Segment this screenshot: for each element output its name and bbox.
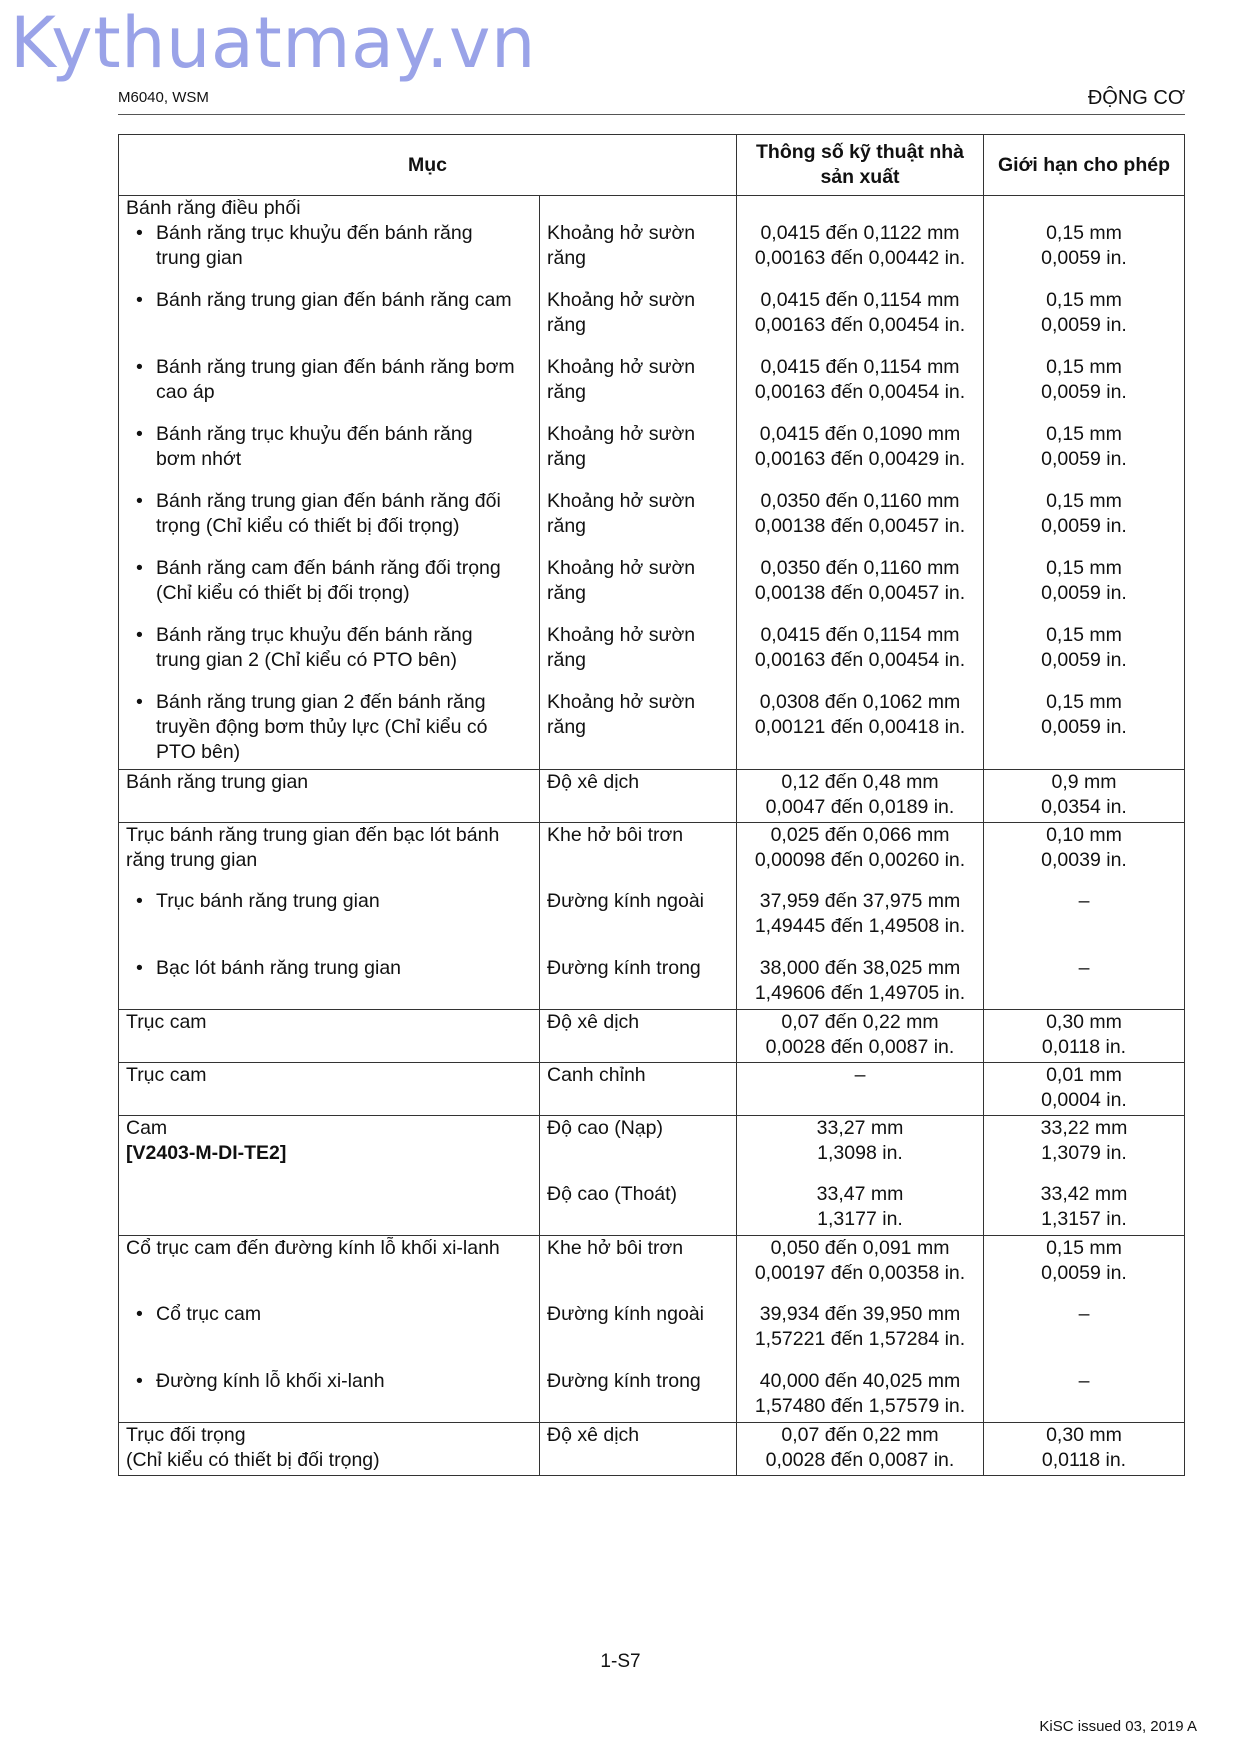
table-row: [119, 355, 1185, 422]
limit-value: 0,15 mm: [1046, 423, 1122, 445]
item-text: Bánh răng cam đến bánh răng đối trọng: [156, 557, 501, 579]
spec-cell: [737, 422, 984, 489]
watermark-logo: Kythuatmay.vn: [10, 2, 536, 84]
table-row: [119, 1422, 1185, 1475]
manual-code: M6040, WSM: [118, 89, 209, 106]
limit-value: 0,30 mm: [1046, 1010, 1122, 1033]
spec-cell: [737, 489, 984, 556]
check-type-cell: [540, 221, 737, 288]
check-type-text: Khe hở bôi trơn: [547, 1236, 684, 1259]
spec-value: 37,959 đến 37,975 mm: [759, 890, 961, 912]
item-cell: [119, 690, 540, 769]
bullet-item: [126, 623, 532, 673]
bullet-item: [126, 556, 532, 606]
limit-cell: [984, 1369, 1185, 1422]
spec-cell: [737, 1235, 984, 1302]
item-cell: [119, 822, 540, 889]
limit-value: 0,15 mm: [1046, 1236, 1122, 1259]
bullet-item: [126, 889, 532, 914]
item-text: Cổ trục cam đến đường kính lỗ khối xi-lanh: [126, 1236, 500, 1259]
limit-cell: [984, 355, 1185, 422]
check-type-text: răng: [547, 448, 587, 470]
check-type-text: răng: [547, 716, 587, 738]
item-cell: [119, 1115, 540, 1182]
check-type-text: Khoảng hở sườn: [547, 289, 696, 311]
limit-cell: [984, 1235, 1185, 1302]
check-type-cell: [540, 822, 737, 889]
limit-value: 33,22 mm: [1040, 1116, 1128, 1139]
check-type-text: Khoảng hở sườn: [547, 490, 696, 512]
spec-cell: [737, 355, 984, 422]
item-text: Đường kính lỗ khối xi-lanh: [156, 1370, 385, 1392]
limit-value: 0,9 mm: [1051, 770, 1117, 793]
table-row: [119, 556, 1185, 623]
item-text: Bánh răng trung gian 2 đến bánh răng: [156, 691, 486, 713]
limit-cell: [984, 889, 1185, 956]
limit-value: 0,15 mm: [1046, 624, 1122, 646]
item-text: Trục đối trọng: [126, 1423, 246, 1446]
item-cell: [119, 623, 540, 690]
spec-value: 0,0415 đến 0,1090 mm: [759, 423, 961, 445]
item-text: Trục bánh răng trung gian: [156, 890, 380, 912]
limit-cell: [984, 690, 1185, 769]
model-code: [V2403-M-DI-TE2]: [126, 1141, 287, 1164]
check-type-text: Độ cao (Thoát): [547, 1183, 678, 1205]
item-text: Cam: [126, 1116, 168, 1139]
check-type-cell: [540, 1115, 737, 1182]
limit-cell: [984, 1182, 1185, 1235]
spec-value: 0,0415 đến 0,1154 mm: [760, 289, 960, 311]
spec-cell: [737, 623, 984, 690]
check-type-text: Khoảng hở sườn: [547, 557, 696, 579]
limit-value: 0,0059 in.: [1041, 247, 1127, 269]
spec-value: 0,00163 đến 0,00454 in.: [754, 381, 966, 403]
check-type-cell: [540, 1422, 737, 1475]
spec-value: 0,0028 đến 0,0087 in.: [765, 1448, 955, 1471]
item-text: (Chỉ kiểu có thiết bị đối trọng): [126, 1448, 380, 1471]
spec-value: 40,000 đến 40,025 mm: [759, 1370, 961, 1392]
spec-value: 0,00197 đến 0,00358 in.: [754, 1261, 966, 1284]
spec-value: 1,49445 đến 1,49508 in.: [754, 915, 966, 937]
table-row: [119, 690, 1185, 769]
bullet-icon: •: [136, 691, 143, 713]
spec-value: 0,0350 đến 0,1160 mm: [760, 557, 960, 579]
limit-value: 0,0039 in.: [1041, 848, 1127, 871]
item-cell: [119, 1062, 540, 1115]
check-type-cell: [540, 1235, 737, 1302]
spec-value: 33,47 mm: [816, 1183, 904, 1205]
item-cell: [119, 889, 540, 956]
spec-cell: [737, 1182, 984, 1235]
table-row: [119, 422, 1185, 489]
limit-cell: [984, 489, 1185, 556]
table-row: [119, 221, 1185, 288]
item-text: Bạc lót bánh răng trung gian: [156, 957, 402, 979]
bullet-icon: •: [136, 356, 143, 378]
item-text: Trục bánh răng trung gian đến bạc lót bánh: [126, 823, 500, 846]
spec-cell: [737, 221, 984, 288]
item-text: Trục cam: [126, 1063, 207, 1086]
limit-value: –: [1078, 1370, 1090, 1392]
limit-value: 0,0059 in.: [1041, 381, 1127, 403]
limit-cell: [984, 556, 1185, 623]
spec-value: 1,57480 đến 1,57579 in.: [754, 1395, 966, 1417]
check-type-cell: [540, 489, 737, 556]
limit-value: 0,0059 in.: [1041, 582, 1127, 604]
bullet-icon: •: [136, 222, 143, 244]
limit-value: –: [1078, 890, 1090, 912]
limit-cell: [984, 1062, 1185, 1115]
item-cell: [119, 1302, 540, 1369]
item-text: Bánh răng trung gian đến bánh răng bơm: [156, 356, 515, 378]
limit-value: 0,0059 in.: [1041, 1261, 1127, 1284]
limit-value: 33,42 mm: [1040, 1183, 1128, 1205]
check-type-text: Độ xê dịch: [547, 770, 640, 793]
spec-value: 0,07 đến 0,22 mm: [781, 1423, 939, 1446]
limit-value: 0,0354 in.: [1041, 795, 1127, 818]
spec-value: 33,27 mm: [816, 1116, 904, 1139]
item-text: Bánh răng trung gian: [126, 770, 309, 793]
check-type-cell: [540, 623, 737, 690]
limit-value: 0,15 mm: [1046, 289, 1122, 311]
limit-value: 0,15 mm: [1046, 356, 1122, 378]
check-type-cell: [540, 422, 737, 489]
table-row: [119, 489, 1185, 556]
table-row: [119, 956, 1185, 1009]
limit-value: 0,01 mm: [1046, 1063, 1122, 1086]
limit-value: 1,3157 in.: [1041, 1208, 1127, 1230]
spec-value: 0,0028 đến 0,0087 in.: [765, 1035, 955, 1058]
spec-value: 0,0308 đến 0,1062 mm: [759, 691, 961, 713]
check-type-cell: [540, 1182, 737, 1235]
spec-value: 0,12 đến 0,48 mm: [781, 770, 939, 793]
check-type-text: răng: [547, 247, 587, 269]
bullet-icon: •: [136, 423, 143, 445]
spec-value: 0,00163 đến 0,00429 in.: [754, 448, 966, 470]
check-type-text: răng: [547, 582, 587, 604]
check-type-cell: [540, 355, 737, 422]
spec-cell: [737, 822, 984, 889]
spec-value: 0,0047 đến 0,0189 in.: [765, 795, 955, 818]
check-type-cell: [540, 1062, 737, 1115]
item-text: cao áp: [156, 381, 215, 403]
limit-value: 0,10 mm: [1046, 823, 1122, 846]
table-row: [119, 1182, 1185, 1235]
check-type-text: răng: [547, 515, 587, 537]
limit-cell: [984, 1422, 1185, 1475]
table-row: [119, 1115, 1185, 1182]
item-text: Bánh răng trục khuỷu đến bánh răng: [156, 222, 473, 244]
item-text: PTO bên): [156, 741, 241, 763]
item-cell: [119, 221, 540, 288]
bullet-item: [126, 690, 532, 765]
bullet-icon: •: [136, 1303, 143, 1325]
item-cell: [119, 489, 540, 556]
header-item: Mục: [119, 135, 737, 196]
table-header-row: [119, 135, 1185, 196]
check-type-text: răng: [547, 381, 587, 403]
item-text: Bánh răng trục khuỷu đến bánh răng: [156, 423, 473, 445]
limit-cell: [984, 769, 1185, 822]
limit-value: 0,15 mm: [1046, 490, 1122, 512]
limit-value: 0,0059 in.: [1041, 515, 1127, 537]
table-row: [119, 623, 1185, 690]
item-cell: [119, 1369, 540, 1422]
spec-cell: [737, 1369, 984, 1422]
check-type-cell: [540, 956, 737, 1009]
item-text: Bánh răng trung gian đến bánh răng cam: [156, 289, 512, 311]
limit-cell: [984, 221, 1185, 288]
spec-value: 39,934 đến 39,950 mm: [759, 1303, 961, 1325]
spec-value: 0,07 đến 0,22 mm: [781, 1010, 939, 1033]
item-text: Cổ trục cam: [156, 1303, 262, 1325]
item-cell: [119, 422, 540, 489]
spec-value: 0,00163 đến 0,00454 in.: [754, 649, 966, 671]
limit-value: –: [1078, 957, 1090, 979]
check-type-cell: [540, 1302, 737, 1369]
header-spec-line2: sản xuất: [820, 166, 900, 188]
page-number: 1-S7: [600, 1651, 641, 1672]
check-type-text: Canh chỉnh: [547, 1063, 646, 1086]
spec-value: 0,00163 đến 0,00442 in.: [754, 247, 966, 269]
item-text: (Chỉ kiểu có thiết bị đối trọng): [156, 582, 410, 604]
spec-value: 0,0415 đến 0,1154 mm: [760, 356, 960, 378]
bullet-icon: •: [136, 289, 143, 311]
issue-note: KiSC issued 03, 2019 A: [1039, 1718, 1197, 1735]
check-type-text: răng: [547, 649, 587, 671]
spec-value: 38,000 đến 38,025 mm: [759, 957, 961, 979]
spec-value: 0,00138 đến 0,00457 in.: [754, 515, 966, 537]
limit-cell: [984, 822, 1185, 889]
group-heading: Bánh răng điều phối: [126, 197, 301, 219]
bullet-item: [126, 1302, 532, 1327]
spec-value: 1,3177 in.: [817, 1208, 903, 1230]
spec-cell: [737, 956, 984, 1009]
limit-cell: [984, 956, 1185, 1009]
item-cell: [119, 1235, 540, 1302]
check-type-cell: [540, 889, 737, 956]
spec-value: 0,00138 đến 0,00457 in.: [754, 582, 966, 604]
check-type-text: Độ xê dịch: [547, 1010, 640, 1033]
item-text: Trục cam: [126, 1010, 207, 1033]
limit-cell: [984, 1009, 1185, 1062]
limit-value: 0,0059 in.: [1041, 448, 1127, 470]
check-type-text: Khoảng hở sườn: [547, 624, 696, 646]
check-type-cell: [540, 1369, 737, 1422]
item-cell: [119, 355, 540, 422]
spec-table: [118, 134, 1185, 1476]
limit-value: 0,0004 in.: [1041, 1088, 1127, 1111]
table-row: [119, 769, 1185, 822]
limit-value: –: [1078, 1303, 1090, 1325]
spec-cell: [737, 556, 984, 623]
spec-value: 1,49606 đến 1,49705 in.: [754, 982, 966, 1004]
item-text: Bánh răng trục khuỷu đến bánh răng: [156, 624, 473, 646]
bullet-item: [126, 355, 532, 405]
check-type-text: Khoảng hở sườn: [547, 423, 696, 445]
limit-value: 0,15 mm: [1046, 691, 1122, 713]
empty-cell: [737, 196, 984, 222]
item-text: trung gian 2 (Chỉ kiểu có PTO bên): [156, 649, 457, 671]
spec-value: 0,050 đến 0,091 mm: [770, 1236, 950, 1259]
spec-cell: [737, 1009, 984, 1062]
table-row: [119, 1369, 1185, 1422]
bullet-item: [126, 1369, 532, 1394]
check-type-text: Khe hở bôi trơn: [547, 823, 684, 846]
item-text: Bánh răng trung gian đến bánh răng đối: [156, 490, 501, 512]
check-type-cell: [540, 690, 737, 769]
table-row: [119, 822, 1185, 889]
spec-cell: [737, 1422, 984, 1475]
bullet-icon: •: [136, 957, 143, 979]
limit-cell: [984, 1115, 1185, 1182]
spec-value: 0,00098 đến 0,00260 in.: [754, 848, 966, 871]
item-cell: [119, 1009, 540, 1062]
table-row: [119, 1302, 1185, 1369]
spec-cell: [737, 889, 984, 956]
spec-value: 0,0350 đến 0,1160 mm: [760, 490, 960, 512]
table-row: [119, 1009, 1185, 1062]
spec-value: 1,3098 in.: [817, 1141, 903, 1164]
limit-value: 0,15 mm: [1046, 557, 1122, 579]
bullet-icon: •: [136, 890, 143, 912]
table-row: [119, 288, 1185, 355]
item-cell: [119, 196, 540, 222]
item-text: bơm nhớt: [156, 448, 242, 470]
spec-value: 0,00121 đến 0,00418 in.: [754, 716, 966, 738]
limit-cell: [984, 1302, 1185, 1369]
bullet-item: [126, 489, 532, 539]
check-type-text: Khoảng hở sườn: [547, 222, 696, 244]
empty-cell: [984, 196, 1185, 222]
bullet-item: [126, 221, 532, 271]
spec-cell: [737, 690, 984, 769]
item-cell: [119, 556, 540, 623]
table-row: [119, 1062, 1185, 1115]
item-text: răng trung gian: [126, 848, 258, 871]
check-type-cell: [540, 1009, 737, 1062]
bullet-icon: •: [136, 624, 143, 646]
table-row: [119, 1235, 1185, 1302]
header-divider: [118, 114, 1185, 115]
bullet-item: [126, 956, 532, 981]
check-type-text: Đường kính ngoài: [547, 890, 705, 912]
spec-value: 0,0415 đến 0,1154 mm: [760, 624, 960, 646]
check-type-cell: [540, 769, 737, 822]
limit-value: 0,15 mm: [1046, 222, 1122, 244]
limit-value: 0,0059 in.: [1041, 314, 1127, 336]
bullet-item: [126, 422, 532, 472]
check-type-text: Đường kính trong: [547, 957, 701, 979]
check-type-text: Đường kính ngoài: [547, 1303, 705, 1325]
spec-value: –: [854, 1063, 866, 1086]
spec-cell: [737, 1062, 984, 1115]
table-row: [119, 196, 1185, 222]
check-type-cell: [540, 288, 737, 355]
limit-value: 0,0059 in.: [1041, 716, 1127, 738]
check-type-text: Độ cao (Nạp): [547, 1116, 663, 1139]
check-type-text: Độ xê dịch: [547, 1423, 640, 1446]
header-spec: [737, 135, 984, 196]
check-type-text: răng: [547, 314, 587, 336]
limit-value: 0,0059 in.: [1041, 649, 1127, 671]
bullet-item: [126, 288, 532, 313]
limit-cell: [984, 288, 1185, 355]
limit-value: 0,0118 in.: [1041, 1035, 1127, 1058]
check-type-text: Đường kính trong: [547, 1370, 701, 1392]
table-body: [119, 196, 1185, 1476]
limit-cell: [984, 422, 1185, 489]
section-title: ĐỘNG CƠ: [1087, 87, 1185, 109]
spec-value: 0,00163 đến 0,00454 in.: [754, 314, 966, 336]
header-spec-line1: Thông số kỹ thuật nhà: [756, 141, 964, 163]
bullet-icon: •: [136, 490, 143, 512]
bullet-icon: •: [136, 1370, 143, 1392]
item-text: trọng (Chỉ kiểu có thiết bị đối trọng): [156, 515, 460, 537]
table-row: [119, 889, 1185, 956]
limit-cell: [984, 623, 1185, 690]
spec-value: 1,57221 đến 1,57284 in.: [754, 1328, 966, 1350]
empty-cell: [540, 196, 737, 222]
check-type-text: Khoảng hở sườn: [547, 691, 696, 713]
limit-value: 0,30 mm: [1046, 1423, 1122, 1446]
spec-cell: [737, 1115, 984, 1182]
check-type-cell: [540, 556, 737, 623]
limit-value: 1,3079 in.: [1041, 1141, 1127, 1164]
item-cell: [119, 1422, 540, 1475]
item-cell: [119, 288, 540, 355]
spec-value: 0,0415 đến 0,1122 mm: [760, 222, 960, 244]
item-cell: [119, 769, 540, 822]
item-text: trung gian: [156, 247, 243, 269]
item-text: truyền động bơm thủy lực (Chỉ kiểu có: [156, 716, 488, 738]
spec-cell: [737, 1302, 984, 1369]
bullet-icon: •: [136, 557, 143, 579]
item-cell: [119, 956, 540, 1009]
spec-cell: [737, 288, 984, 355]
limit-value: 0,0118 in.: [1041, 1448, 1127, 1471]
spec-cell: [737, 769, 984, 822]
header-limit: Giới hạn cho phép: [984, 135, 1185, 196]
item-cell: [119, 1182, 540, 1235]
check-type-text: Khoảng hở sườn: [547, 356, 696, 378]
spec-value: 0,025 đến 0,066 mm: [770, 823, 950, 846]
